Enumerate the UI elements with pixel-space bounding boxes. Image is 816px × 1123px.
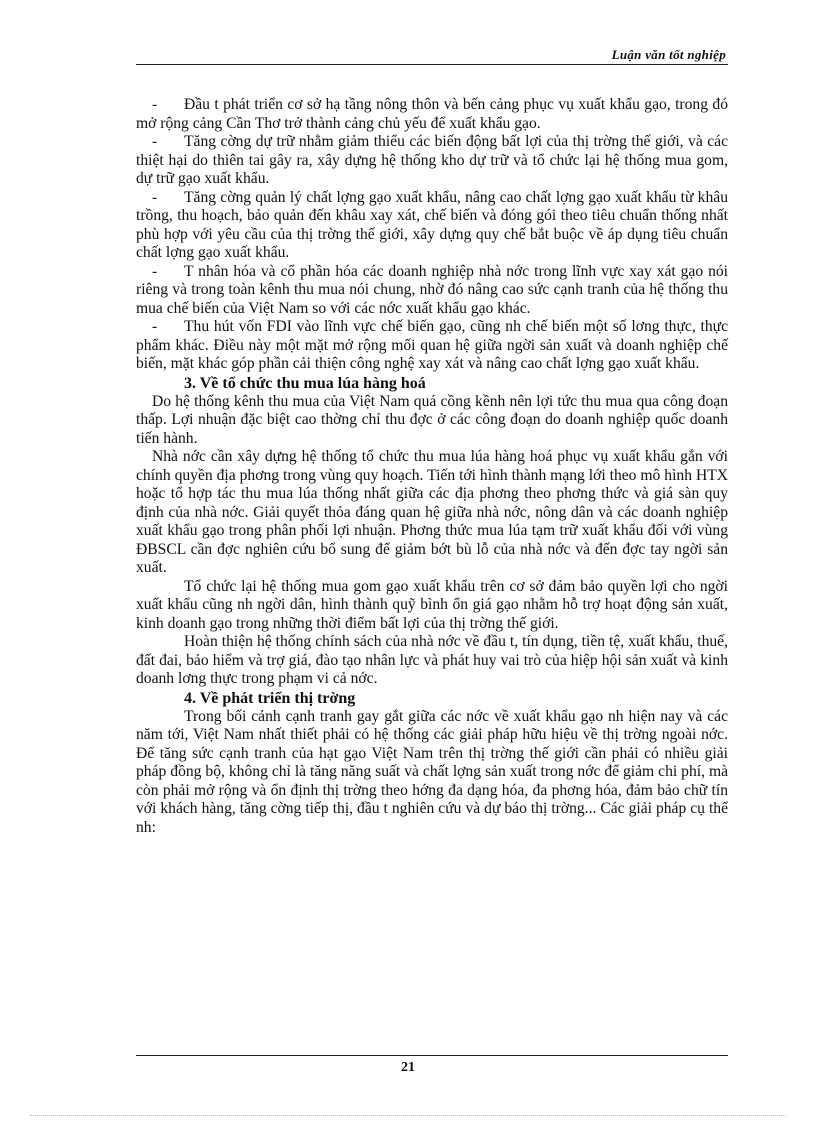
bullet-item: - Tăng cờng quản lý chất lợng gạo xuất khẩu, nâng cao chất lợng gạo xuất khẩu từ khâu trồng, thu hoạch, bảo quản đến khâu xay xát, chế biến và đóng gói theo tiêu chuẩn thống nhất phù hợp với yêu cầu của thị trờng thế giới, xây dựng quy chế bắt buộc về áp dụng tiêu chuẩn chất lợng gạo xuất khẩu. (136, 188, 728, 261)
dash-marker: - (152, 96, 158, 113)
dash-marker: - (152, 133, 158, 150)
dash-marker: - (152, 188, 158, 206)
bottom-dotted-border (30, 1115, 786, 1116)
page-number: 21 (401, 1060, 415, 1075)
bullet-item: - Tăng cờng dự trữ nhằm giảm thiểu các biến động bất lợi của thị trờng thế giới, và các thiệt hại do thiên tai gây ra, xây dựng hệ thống kho dự trữ và tổ chức lại hệ thống mua gom, dự trữ gạo xuất khẩu. (136, 133, 728, 187)
bullet-item: - Thu hút vốn FDI vào lĩnh vực chế biến gạo, cũng nh chế biến một số lơng thực, thực phẩm khác. Điều này một mặt mở rộng mối quan hệ giữa ngời sản xuất và doanh nghiệp chế biến, mặt khác góp phần cải thiện công nghệ xay xát và nâng cao chất lợng gạo xuất khẩu. (136, 318, 728, 372)
header-rule (136, 64, 728, 65)
running-header: Luận văn tốt nghiệp (611, 47, 726, 62)
dash-marker: - (152, 262, 158, 280)
paragraph: Tổ chức lại hệ thống mua gom gạo xuất khẩu trên cơ sở đảm bảo quyền lợi cho ngời xuất khẩu cũng nh ngời dân, hình thành quỹ bình ổn giá gạo nhằm hỗ trợ hoạt động sản xuất, kinh doanh gạo trong những thời điểm bất lợi của thị trờng thế giới. (136, 577, 728, 632)
page-body (136, 96, 728, 837)
bullet-item: - T nhân hóa và cổ phần hóa các doanh nghiệp nhà nớc trong lĩnh vực xay xát gạo nói riêng và trong toàn kênh thu mua nói chung, nhờ đó nâng cao sức cạnh tranh của hệ thống thu mua chế biến của Việt Nam so với các nớc xuất khẩu gạo khác. (136, 262, 728, 317)
paragraph: Nhà nớc cần xây dựng hệ thống tổ chức thu mua lúa hàng hoá phục vụ xuất khẩu gắn với chính quyền địa phơng trong vùng quy hoạch. Tiến tới hình thành mạng lới theo mô hình HTX hoặc tổ hợp tác thu mua lúa thống nhất giữa các địa phơng theo phơng thức và giá sàn quy định của nhà nớc. Giải quyết thỏa đáng quan hệ giữa nhà nớc, nông dân và các doanh nghiệp xuất khẩu gạo trong phân phối lợi nhuận. Phơng thức mua lúa tạm trữ xuất khẩu đối với vùng ĐBSCL cần đợc nghiên cứu bổ sung để giảm bớt bù lỗ của nhà nớc và đến đợc tay ngời sản xuất. (136, 448, 728, 576)
paragraph: Trong bối cảnh cạnh tranh gay gắt giữa các nớc về xuất khẩu gạo nh hiện nay và các năm tới, Việt Nam nhất thiết phải có hệ thống các giải pháp hữu hiệu về thị trờng ngoài nớc. Để tăng sức cạnh tranh của hạt gạo Việt Nam trên thị trờng thế giới cần phải có nhiều giải pháp đồng bộ, không chỉ là tăng năng suất và chất lợng sản xuất trong nớc để giảm chi phí, mà còn phải mở rộng và ổn định thị trờng theo hớng đa dạng hóa, đa phơng hóa, đảm bảo chữ tín với khách hàng, tăng cờng tiếp thị, đầu t nghiên cứu và dự báo thị trờng... Các giải pháp cụ thể nh: (136, 707, 728, 836)
section-4-heading: 4. Về phát triển thị trờng (184, 689, 356, 707)
footer-rule (136, 1055, 728, 1056)
bullet-item: - Đầu t phát triển cơ sở hạ tầng nông thôn và bến cảng phục vụ xuất khẩu gạo, trong đó mở rộng cảng Cần Thơ trở thành cảng chủ yếu để xuất khẩu gạo. (136, 96, 728, 132)
section-3-heading: 3. Về tổ chức thu mua lúa hàng hoá (184, 374, 426, 392)
paragraph: Hoàn thiện hệ thống chính sách của nhà nớc về đầu t, tín dụng, tiền tệ, xuất khẩu, thuế, đất đai, bảo hiểm và trợ giá, đào tạo nhân lực và phát huy vai trò của hiệp hội sản xuất và kinh doanh lơng thực trong phạm vi cả nớc. (136, 633, 728, 687)
dash-marker: - (152, 318, 158, 335)
paragraph: Do hệ thống kênh thu mua của Việt Nam quá cồng kềnh nên lợi tức thu mua qua công đoạn thấp. Lợi nhuận đặc biệt cao thờng chỉ thu đợc ở các công đoạn do doanh nghiệp quốc doanh tiến hành. (136, 392, 728, 447)
